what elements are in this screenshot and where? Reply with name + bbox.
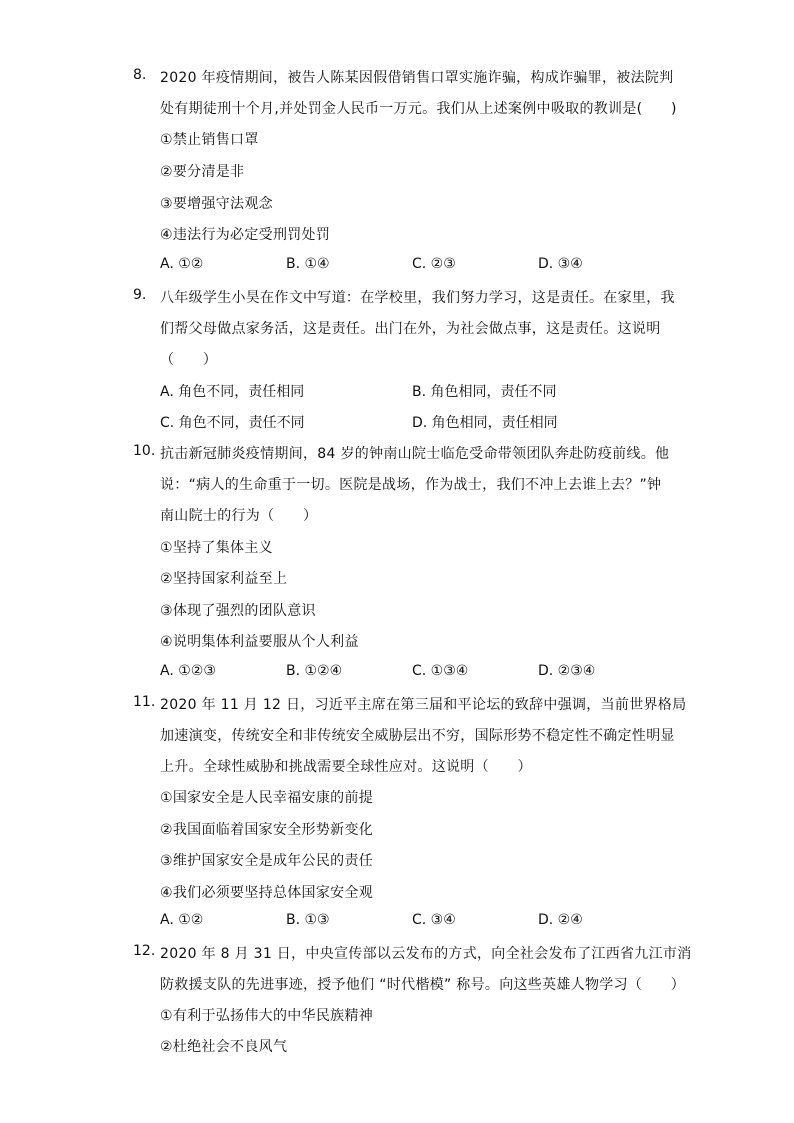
question-stem-line: 加速演变，传统安全和非传统安全威胁层出不穷，国际形势不稳定性不确定性明显 — [160, 728, 675, 744]
option-a: A. 角色不同，责任相同 — [160, 384, 305, 400]
question-stem-line: 2020 年 8 月 31 日，中央宣传部以云发布的方式，向全社会发布了江西省九江市消 — [160, 946, 692, 962]
question-number: 12. — [133, 943, 156, 959]
statement: ①坚持了集体主义 — [160, 540, 273, 556]
statement: ②杜绝社会不良风气 — [160, 1039, 288, 1055]
question-stem-line: 南山院士的行为（ ） — [160, 508, 318, 524]
option-a: A. ①② — [160, 912, 204, 928]
question-stem-line: 2020 年疫情期间，被告人陈某因假借销售口罩实施诈骗，构成诈骗罪，被法院判 — [160, 70, 674, 86]
statement: ③维护国家安全是成年公民的责任 — [160, 853, 374, 869]
statement: ④违法行为必定受刑罚处罚 — [160, 227, 331, 243]
question-stem-line: 八年级学生小昊在作文中写道：在学校里，我们努力学习，这是责任。在家里，我 — [160, 290, 675, 306]
statement: ②要分清是非 — [160, 164, 245, 180]
question-stem-line: 们帮父母做点家务活，这是责任。出门在外，为社会做点事，这是责任。这说明 — [160, 321, 661, 337]
statement: ②坚持国家利益至上 — [160, 571, 288, 587]
statement: ①有利于弘扬伟大的中华民族精神 — [160, 1008, 374, 1024]
option-a: A. ①② — [160, 256, 204, 272]
option-a: A. ①②③ — [160, 663, 216, 679]
option-c: C. ③④ — [412, 912, 456, 928]
question-stem-line: 处有期徒刑十个月,并处罚金人民币一万元。我们从上述案例中吸取的教训是( ) — [160, 101, 677, 117]
option-d: D. 角色相同，责任相同 — [412, 415, 558, 431]
question-number: 9. — [133, 287, 147, 303]
option-d: D. ②③④ — [538, 663, 596, 679]
option-d: D. ②④ — [538, 912, 583, 928]
question-stem-line: 说：“病人的生命重于一切。医院是战场，作为战士，我们不冲上去谁上去？”钟 — [160, 477, 662, 493]
option-b: B. ①④ — [286, 256, 330, 272]
question-stem-line: 上升。全球性威胁和挑战需要全球性应对。这说明（ ） — [160, 759, 532, 775]
option-b: B. 角色相同，责任不同 — [412, 384, 557, 400]
question-stem-line: 2020 年 11 月 12 日，习近平主席在第三届和平论坛的致辞中强调，当前世界格局 — [160, 697, 687, 713]
question-number: 11. — [133, 694, 156, 710]
option-c: C. 角色不同，责任不同 — [160, 415, 305, 431]
option-c: C. ②③ — [412, 256, 456, 272]
statement: ①国家安全是人民幸福安康的前提 — [160, 790, 374, 806]
question-number: 10. — [133, 443, 156, 459]
question-stem-line: 抗击新冠肺炎疫情期间，84 岁的钟南山院士临危受命带领团队奔赴防疫前线。他 — [160, 446, 670, 462]
statement: ①禁止销售口罩 — [160, 132, 259, 148]
option-b: B. ①③ — [286, 912, 330, 928]
statement: ③体现了强烈的团队意识 — [160, 603, 316, 619]
statement: ④说明集体利益要服从个人利益 — [160, 634, 359, 650]
question-number: 8. — [133, 67, 147, 83]
option-c: C. ①③④ — [412, 663, 469, 679]
option-d: D. ③④ — [538, 256, 583, 272]
question-stem-line: （ ） — [160, 352, 218, 368]
question-stem-line: 防救援支队的先进事迹，授予他们 “时代楷模” 称号。向这些英雄人物学习（ ） — [160, 977, 686, 993]
statement: ②我国面临着国家安全形势新变化 — [160, 822, 374, 838]
statement: ③要增强守法观念 — [160, 196, 273, 212]
option-b: B. ①②④ — [286, 663, 343, 679]
statement: ④我们必须要坚持总体国家安全观 — [160, 885, 374, 901]
